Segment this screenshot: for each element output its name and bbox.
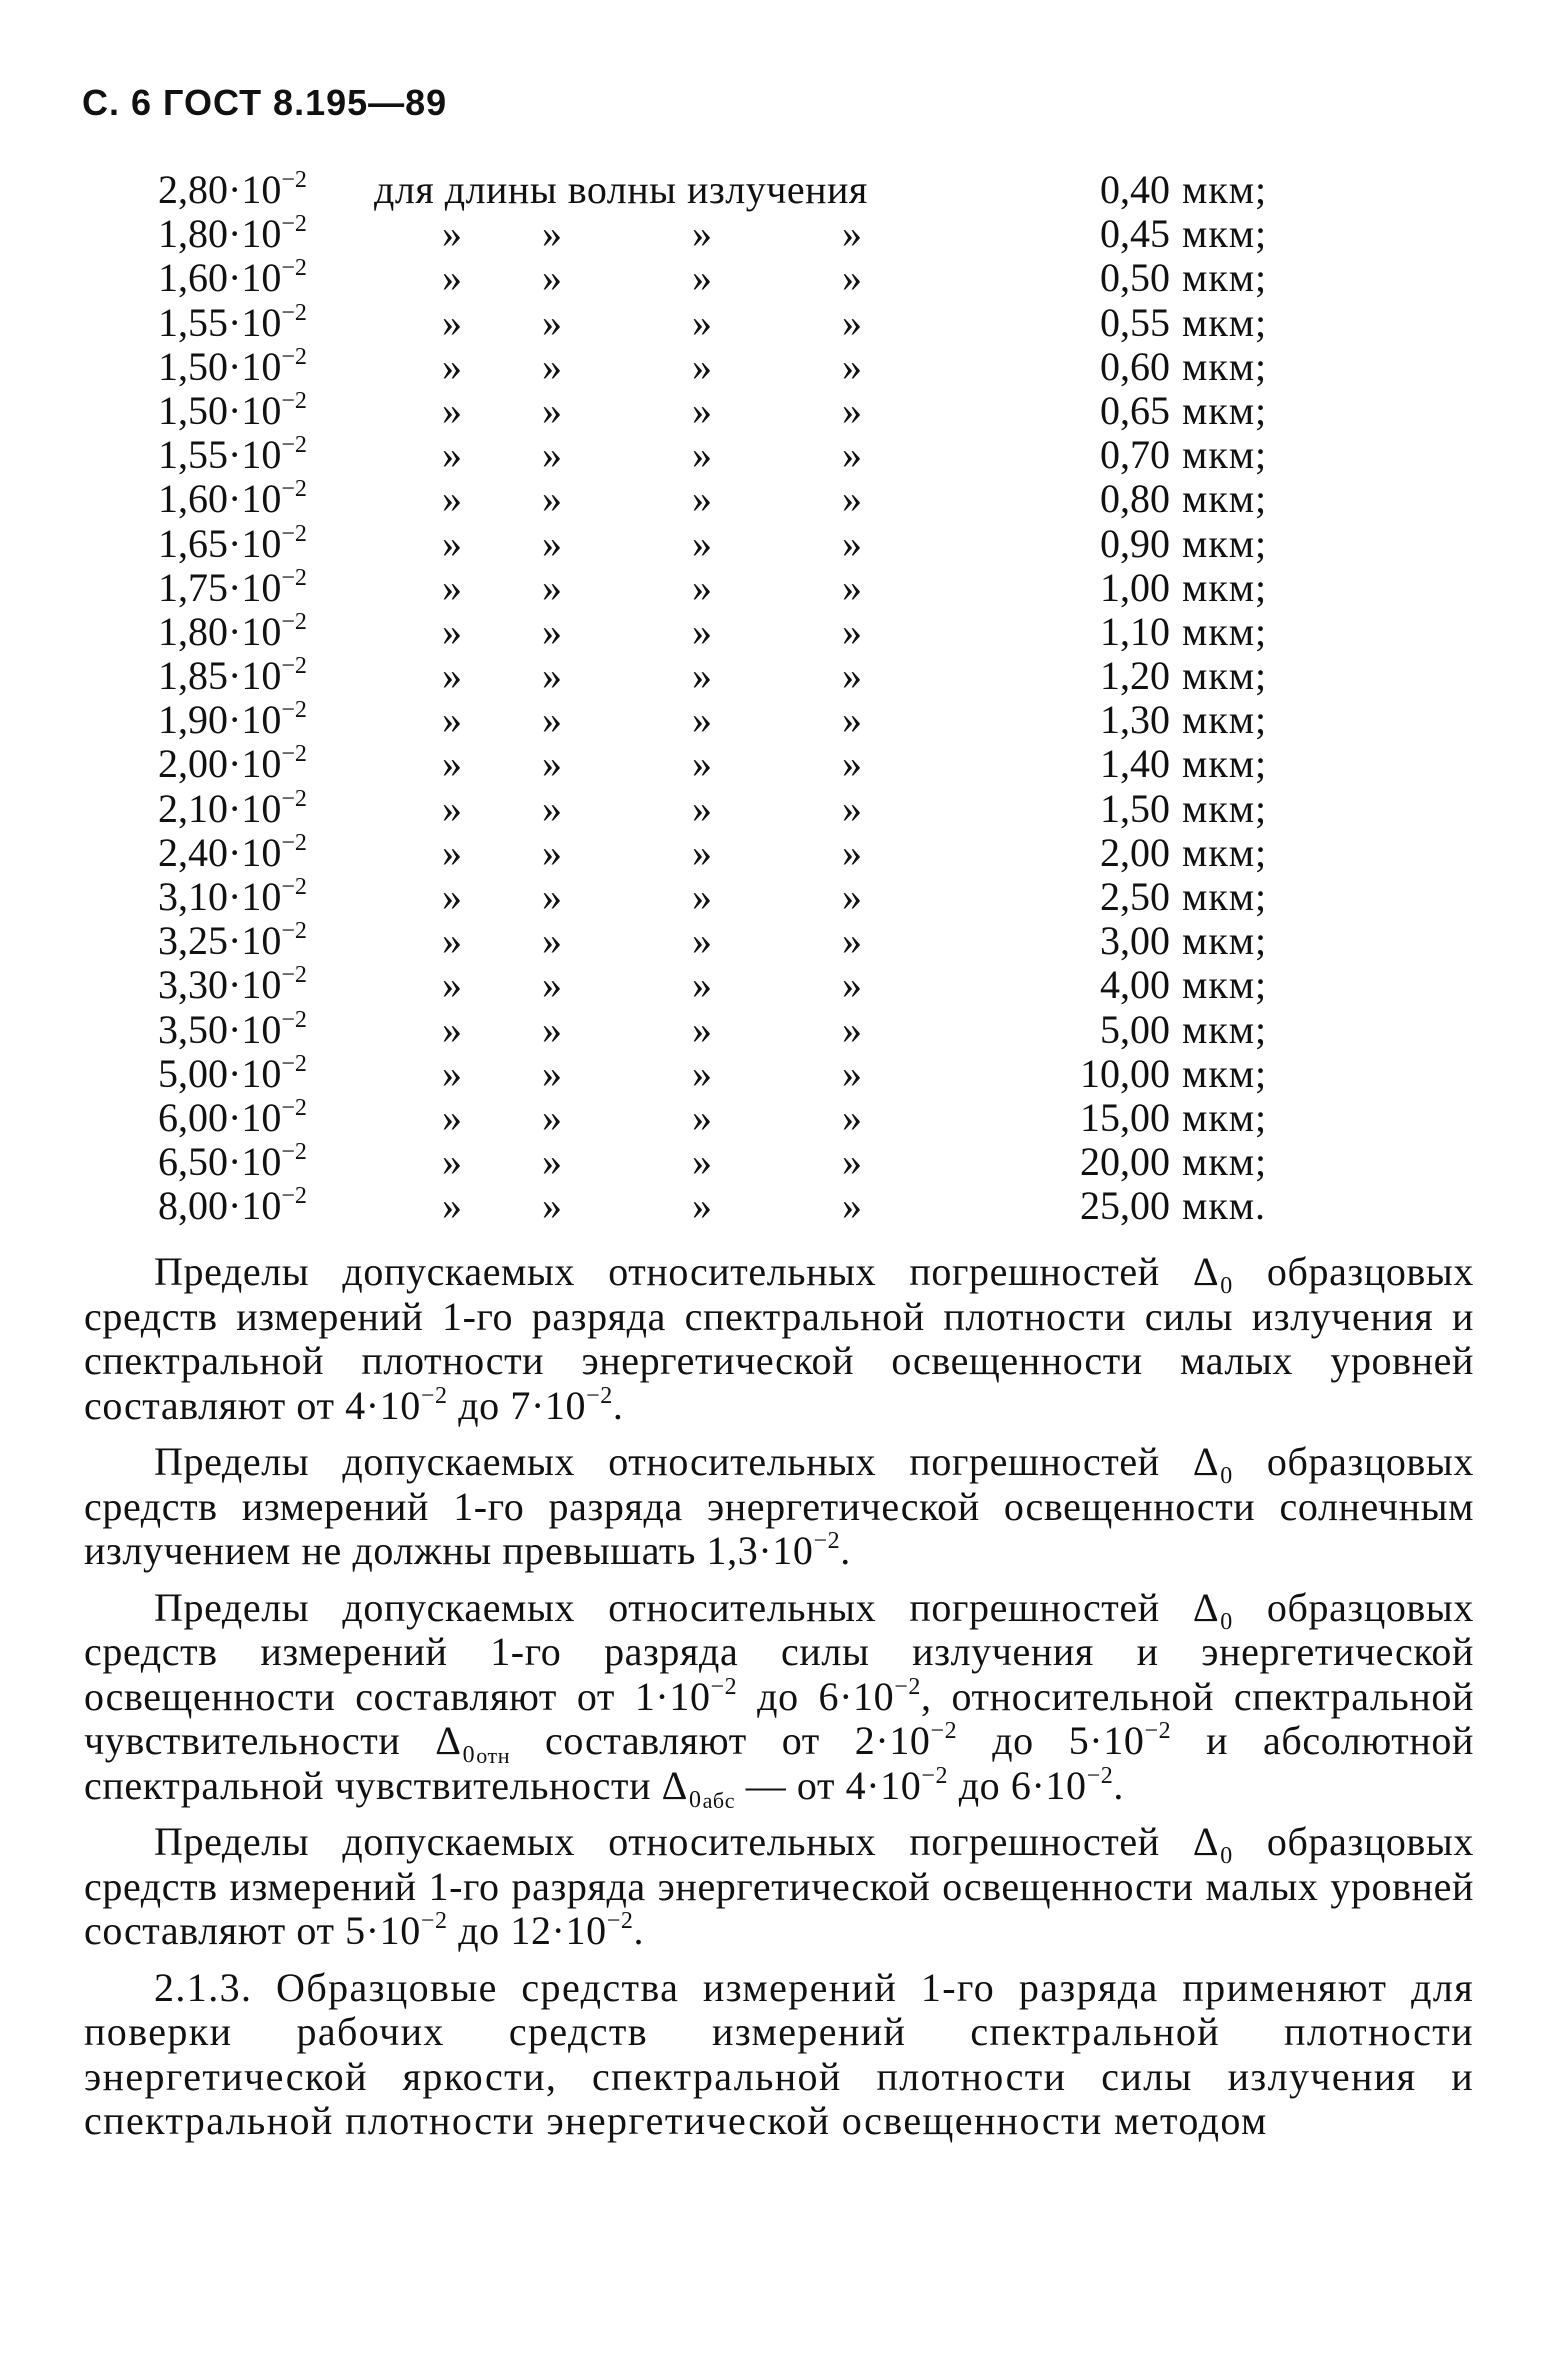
- wavelength-value: 1,00: [1100, 564, 1170, 610]
- coefficient-mantissa: 1,55·10: [158, 299, 282, 345]
- ditto-mark: »: [842, 1094, 862, 1140]
- coefficient-exponent: −2: [281, 255, 307, 282]
- paragraph-intensity-sensitivity-limits: Пределы допускаемых относительных погрешностей Δ₀ образцовых средств измерений 1-го разряда силы излучения и энергетической освещенности составляют от $1\cdot 10^{-2}$ до $6\cdot 10^{-2}$, относительной спектральной чувствительности $\Delta_0_{отн}$ составляют от $2\cdot 10^{-2}$ до $5\cdot 10^{-2}$ и абсолютной спектральной чувствительности $\Delta_0_{абс}$ — от $4\cdot 10^{-2}$ до $6\cdot 10^{-2}$.: [84, 1584, 1474, 1813]
- wavelength-unit: мкм;: [1182, 299, 1268, 345]
- wavelength-value: 0,80: [1100, 476, 1170, 522]
- coefficient-value: [158, 698, 307, 742]
- wavelength-unit: мкм;: [1182, 874, 1268, 919]
- ditto-mark: »: [692, 255, 712, 301]
- wavelength-value: 2,50: [1100, 874, 1170, 919]
- wavelength-value: 4,00: [1100, 962, 1170, 1008]
- wavelength-unit: мкм;: [1182, 432, 1268, 478]
- ditto-mark: »: [442, 829, 462, 875]
- ditto-mark: »: [442, 255, 462, 301]
- ditto-mark: »: [692, 697, 712, 743]
- coefficient-exponent: −2: [281, 653, 307, 680]
- ditto-mark: »: [692, 520, 712, 566]
- coefficient-value: [158, 1052, 307, 1096]
- coefficient-mantissa: 2,40·10: [158, 829, 282, 875]
- ditto-mark: »: [442, 1094, 462, 1140]
- ditto-mark: »: [542, 874, 562, 919]
- paragraph-section-2-1-3: 2.1.3. Образцовые средства измерений 1-го разряда применяют для поверки рабочих средств измерений спектральной плотности энергетической яркости, спектральной плотности силы излучения и спектральной плотности энергетической освещенности методом: [84, 1964, 1474, 2143]
- coefficient-value: [158, 963, 307, 1007]
- coefficient-value: [158, 301, 307, 345]
- ditto-mark: »: [692, 829, 712, 875]
- coefficient-exponent: −2: [281, 608, 307, 635]
- ditto-mark: »: [692, 785, 712, 831]
- table-row: [150, 256, 1300, 300]
- wavelength-value: 0,40: [1100, 167, 1170, 212]
- coefficient-exponent: −2: [281, 874, 307, 900]
- coefficient-mantissa: 1,80·10: [158, 608, 282, 654]
- wavelength-label: для длины волны излучения: [374, 167, 868, 212]
- paragraph-small-level-irradiance-limits-2: Пределы допускаемых относительных погрешностей Δ₀ образцовых средств измерений 1-го разряда энергетической освещенности малых уровней составляют от $5\cdot 10^{-2}$ до $12\cdot 10^{-2}$.: [84, 1819, 1474, 1953]
- coefficient-mantissa: 6,50·10: [158, 1139, 282, 1185]
- coefficient-exponent: −2: [281, 299, 307, 326]
- coefficient-exponent: −2: [281, 1006, 307, 1033]
- ditto-mark: »: [442, 432, 462, 478]
- ditto-mark: »: [542, 1183, 562, 1229]
- coefficient-value: [158, 787, 307, 831]
- coefficient-mantissa: 3,10·10: [158, 874, 282, 919]
- ditto-mark: »: [542, 741, 562, 787]
- wavelength-unit: мкм;: [1182, 653, 1268, 699]
- wavelength-unit: мкм;: [1182, 962, 1268, 1008]
- ditto-mark: »: [442, 387, 462, 433]
- table-row: [150, 831, 1300, 875]
- wavelength-value: 15,00: [1080, 1094, 1170, 1140]
- table-row: [150, 742, 1300, 786]
- coefficient-mantissa: 1,65·10: [158, 520, 282, 566]
- coefficient-exponent: −2: [281, 564, 307, 591]
- wavelength-unit: мкм;: [1182, 829, 1268, 875]
- wavelength-value: 0,45: [1100, 211, 1170, 257]
- coefficient-exponent: −2: [281, 918, 307, 945]
- table-row: [150, 963, 1300, 1007]
- table-row: [150, 566, 1300, 610]
- coefficient-mantissa: 8,00·10: [158, 1183, 282, 1229]
- coefficient-value: [158, 919, 307, 963]
- coefficient-value: [158, 1184, 307, 1228]
- table-row: [150, 345, 1300, 389]
- coefficient-value: [158, 610, 307, 654]
- ditto-mark: »: [842, 432, 862, 478]
- coefficient-exponent: −2: [281, 785, 307, 812]
- ditto-mark: »: [842, 829, 862, 875]
- coefficient-mantissa: 3,50·10: [158, 1006, 282, 1052]
- ditto-mark: »: [692, 653, 712, 699]
- table-row: [150, 1096, 1300, 1140]
- table-row: [150, 1008, 1300, 1052]
- ditto-mark: »: [692, 476, 712, 522]
- table-row: [150, 698, 1300, 742]
- coefficient-exponent: −2: [281, 741, 307, 768]
- coefficient-value: [158, 1096, 307, 1140]
- page-header: С. 6 ГОСТ 8.195—89: [82, 82, 448, 123]
- coefficient-exponent: −2: [281, 211, 307, 238]
- wavelength-value: 20,00: [1080, 1139, 1170, 1185]
- coefficient-mantissa: 1,60·10: [158, 255, 282, 301]
- ditto-mark: »: [692, 918, 712, 964]
- ditto-mark: »: [692, 432, 712, 478]
- coefficient-exponent: −2: [281, 1183, 307, 1210]
- ditto-mark: »: [442, 343, 462, 389]
- coefficient-value: [158, 831, 307, 875]
- ditto-mark: »: [442, 697, 462, 743]
- wavelength-unit: мкм;: [1182, 741, 1268, 787]
- wavelength-unit: мкм;: [1182, 697, 1268, 743]
- coefficient-mantissa: 1,50·10: [158, 387, 282, 433]
- paragraph-small-level-irradiance-limits: Пределы допускаемых относительных погрешностей Δ₀ образцовых средств измерений 1-го разряда спектральной плотности силы излучения и спектральной плотности энергетической освещенности малых уровней составляют от $4\cdot 10^{-2}$ до $7\cdot 10^{-2}$.: [84, 1249, 1474, 1428]
- coefficient-mantissa: 1,60·10: [158, 476, 282, 522]
- wavelength-unit: мкм;: [1182, 918, 1268, 964]
- coefficient-exponent: −2: [281, 1139, 307, 1166]
- table-row: [150, 875, 1300, 919]
- ditto-mark: »: [692, 343, 712, 389]
- coefficient-value: [158, 522, 307, 566]
- wavelength-value: 2,00: [1100, 829, 1170, 875]
- ditto-mark: »: [542, 343, 562, 389]
- ditto-mark: »: [442, 653, 462, 699]
- ditto-mark: »: [542, 432, 562, 478]
- ditto-mark: »: [442, 299, 462, 345]
- wavelength-value: 1,30: [1100, 697, 1170, 743]
- ditto-mark: »: [842, 476, 862, 522]
- coefficient-value: [158, 742, 307, 786]
- ditto-mark: »: [542, 211, 562, 257]
- wavelength-unit: мкм;: [1182, 343, 1268, 389]
- wavelength-unit: мкм;: [1182, 785, 1268, 831]
- table-row: [150, 610, 1300, 654]
- wavelength-value: 5,00: [1100, 1006, 1170, 1052]
- ditto-mark: »: [692, 1094, 712, 1140]
- coefficient-value: [158, 256, 307, 300]
- wavelength-value: 0,55: [1100, 299, 1170, 345]
- ditto-mark: »: [692, 387, 712, 433]
- wavelength-value: 0,50: [1100, 255, 1170, 301]
- wavelength-unit: мкм;: [1182, 476, 1268, 522]
- ditto-mark: »: [842, 918, 862, 964]
- table-row: [150, 1184, 1300, 1228]
- ditto-mark: »: [542, 653, 562, 699]
- ditto-mark: »: [842, 520, 862, 566]
- table-row: [150, 168, 1300, 212]
- ditto-mark: »: [842, 741, 862, 787]
- wavelength-unit: мкм;: [1182, 1050, 1268, 1096]
- coefficient-mantissa: 3,25·10: [158, 918, 282, 964]
- ditto-mark: »: [842, 653, 862, 699]
- coefficient-mantissa: 6,00·10: [158, 1094, 282, 1140]
- coefficient-mantissa: 2,00·10: [158, 741, 282, 787]
- table-row: [150, 1052, 1300, 1096]
- coefficient-mantissa: 2,80·10: [158, 167, 282, 212]
- coefficient-exponent: −2: [281, 1094, 307, 1121]
- ditto-mark: »: [442, 1183, 462, 1229]
- ditto-mark: »: [442, 211, 462, 257]
- table-row: [150, 301, 1300, 345]
- wavelength-value: 3,00: [1100, 918, 1170, 964]
- coefficient-value: [158, 1140, 307, 1184]
- ditto-mark: »: [542, 255, 562, 301]
- coefficient-value: [158, 389, 307, 433]
- coefficient-exponent: −2: [281, 476, 307, 503]
- ditto-mark: »: [442, 520, 462, 566]
- ditto-mark: »: [442, 874, 462, 919]
- coefficient-exponent: −2: [281, 520, 307, 547]
- coefficient-exponent: −2: [281, 432, 307, 459]
- coefficient-exponent: −2: [281, 167, 307, 193]
- ditto-mark: »: [692, 1050, 712, 1096]
- ditto-mark: »: [442, 785, 462, 831]
- ditto-mark: »: [442, 476, 462, 522]
- wavelength-unit: мкм;: [1182, 1094, 1268, 1140]
- ditto-mark: »: [442, 608, 462, 654]
- wavelength-value: 1,20: [1100, 653, 1170, 699]
- ditto-mark: »: [692, 1139, 712, 1185]
- wavelength-value: 0,60: [1100, 343, 1170, 389]
- wavelength-value: 1,50: [1100, 785, 1170, 831]
- ditto-mark: »: [842, 697, 862, 743]
- wavelength-unit: мкм;: [1182, 167, 1268, 212]
- ditto-mark: »: [842, 1050, 862, 1096]
- coefficient-mantissa: 5,00·10: [158, 1050, 282, 1096]
- ditto-mark: »: [442, 1006, 462, 1052]
- table-row: [150, 919, 1300, 963]
- ditto-mark: »: [442, 962, 462, 1008]
- wavelength-value: 10,00: [1080, 1050, 1170, 1096]
- table-row: [150, 389, 1300, 433]
- wavelength-unit: мкм;: [1182, 608, 1268, 654]
- table-row: [150, 477, 1300, 521]
- ditto-mark: »: [542, 476, 562, 522]
- table-row: [150, 212, 1300, 256]
- ditto-mark: »: [842, 1183, 862, 1229]
- coefficient-mantissa: 2,10·10: [158, 785, 282, 831]
- coefficient-value: [158, 433, 307, 477]
- ditto-mark: »: [692, 211, 712, 257]
- ditto-mark: »: [542, 1139, 562, 1185]
- ditto-mark: »: [842, 608, 862, 654]
- coefficient-value: [158, 875, 307, 919]
- coefficient-value: [158, 345, 307, 389]
- ditto-mark: »: [442, 564, 462, 610]
- ditto-mark: »: [542, 564, 562, 610]
- ditto-mark: »: [692, 608, 712, 654]
- ditto-mark: »: [692, 299, 712, 345]
- wavelength-unit: мкм;: [1182, 564, 1268, 610]
- ditto-mark: »: [842, 387, 862, 433]
- body-text: [84, 1250, 1474, 2156]
- ditto-mark: »: [542, 962, 562, 1008]
- coefficient-mantissa: 1,50·10: [158, 343, 282, 389]
- ditto-mark: »: [542, 387, 562, 433]
- coefficient-value: [158, 1008, 307, 1052]
- coefficient-value: [158, 212, 307, 256]
- ditto-mark: »: [542, 299, 562, 345]
- ditto-mark: »: [692, 874, 712, 919]
- wavelength-unit: мкм.: [1182, 1183, 1267, 1229]
- coefficient-exponent: −2: [281, 962, 307, 989]
- ditto-mark: »: [842, 343, 862, 389]
- coefficient-mantissa: 3,30·10: [158, 962, 282, 1008]
- ditto-mark: »: [542, 829, 562, 875]
- coefficient-value: [158, 477, 307, 521]
- wavelength-value: 0,90: [1100, 520, 1170, 566]
- ditto-mark: »: [842, 962, 862, 1008]
- ditto-mark: »: [692, 1183, 712, 1229]
- ditto-mark: »: [542, 918, 562, 964]
- ditto-mark: »: [842, 785, 862, 831]
- wavelength-value: 0,65: [1100, 387, 1170, 433]
- table-row: [150, 433, 1300, 477]
- wavelength-coefficient-table: [150, 168, 1300, 1229]
- wavelength-unit: мкм;: [1182, 1139, 1268, 1185]
- wavelength-unit: мкм;: [1182, 520, 1268, 566]
- wavelength-unit: мкм;: [1182, 211, 1268, 257]
- coefficient-exponent: −2: [281, 1050, 307, 1077]
- coefficient-mantissa: 1,80·10: [158, 211, 282, 257]
- wavelength-unit: мкм;: [1182, 1006, 1268, 1052]
- ditto-mark: »: [442, 918, 462, 964]
- ditto-mark: »: [842, 1006, 862, 1052]
- wavelength-value: 1,40: [1100, 741, 1170, 787]
- table-row: [150, 1140, 1300, 1184]
- ditto-mark: »: [542, 697, 562, 743]
- coefficient-mantissa: 1,55·10: [158, 432, 282, 478]
- wavelength-value: 25,00: [1080, 1183, 1170, 1229]
- coefficient-value: [158, 168, 307, 212]
- coefficient-exponent: −2: [281, 343, 307, 370]
- wavelength-value: 1,10: [1100, 608, 1170, 654]
- wavelength-unit: мкм;: [1182, 387, 1268, 433]
- ditto-mark: »: [442, 741, 462, 787]
- ditto-mark: »: [842, 564, 862, 610]
- ditto-mark: »: [692, 564, 712, 610]
- ditto-mark: »: [442, 1050, 462, 1096]
- ditto-mark: »: [542, 1094, 562, 1140]
- table-row: [150, 522, 1300, 566]
- ditto-mark: »: [542, 785, 562, 831]
- wavelength-unit: мкм;: [1182, 255, 1268, 301]
- coefficient-exponent: −2: [281, 697, 307, 724]
- ditto-mark: »: [692, 1006, 712, 1052]
- ditto-mark: »: [842, 255, 862, 301]
- ditto-mark: »: [542, 1050, 562, 1096]
- ditto-mark: »: [842, 211, 862, 257]
- paragraph-solar-irradiance-limits: Пределы допускаемых относительных погрешностей Δ₀ образцовых средств измерений 1-го разряда энергетической освещенности солнечным излучением не должны превышать $1,3\cdot 10^{-2}$.: [84, 1439, 1474, 1573]
- coefficient-exponent: −2: [281, 387, 307, 414]
- ditto-mark: »: [842, 1139, 862, 1185]
- ditto-mark: »: [542, 608, 562, 654]
- coefficient-exponent: −2: [281, 829, 307, 856]
- coefficient-value: [158, 654, 307, 698]
- table-row: [150, 787, 1300, 831]
- coefficient-mantissa: 1,75·10: [158, 564, 282, 610]
- table-row: [150, 654, 1300, 698]
- ditto-mark: »: [842, 299, 862, 345]
- ditto-mark: »: [842, 874, 862, 919]
- coefficient-value: [158, 566, 307, 610]
- coefficient-mantissa: 1,90·10: [158, 697, 282, 743]
- ditto-mark: »: [692, 741, 712, 787]
- wavelength-value: 0,70: [1100, 432, 1170, 478]
- ditto-mark: »: [542, 520, 562, 566]
- ditto-mark: »: [542, 1006, 562, 1052]
- coefficient-mantissa: 1,85·10: [158, 653, 282, 699]
- ditto-mark: »: [442, 1139, 462, 1185]
- ditto-mark: »: [692, 962, 712, 1008]
